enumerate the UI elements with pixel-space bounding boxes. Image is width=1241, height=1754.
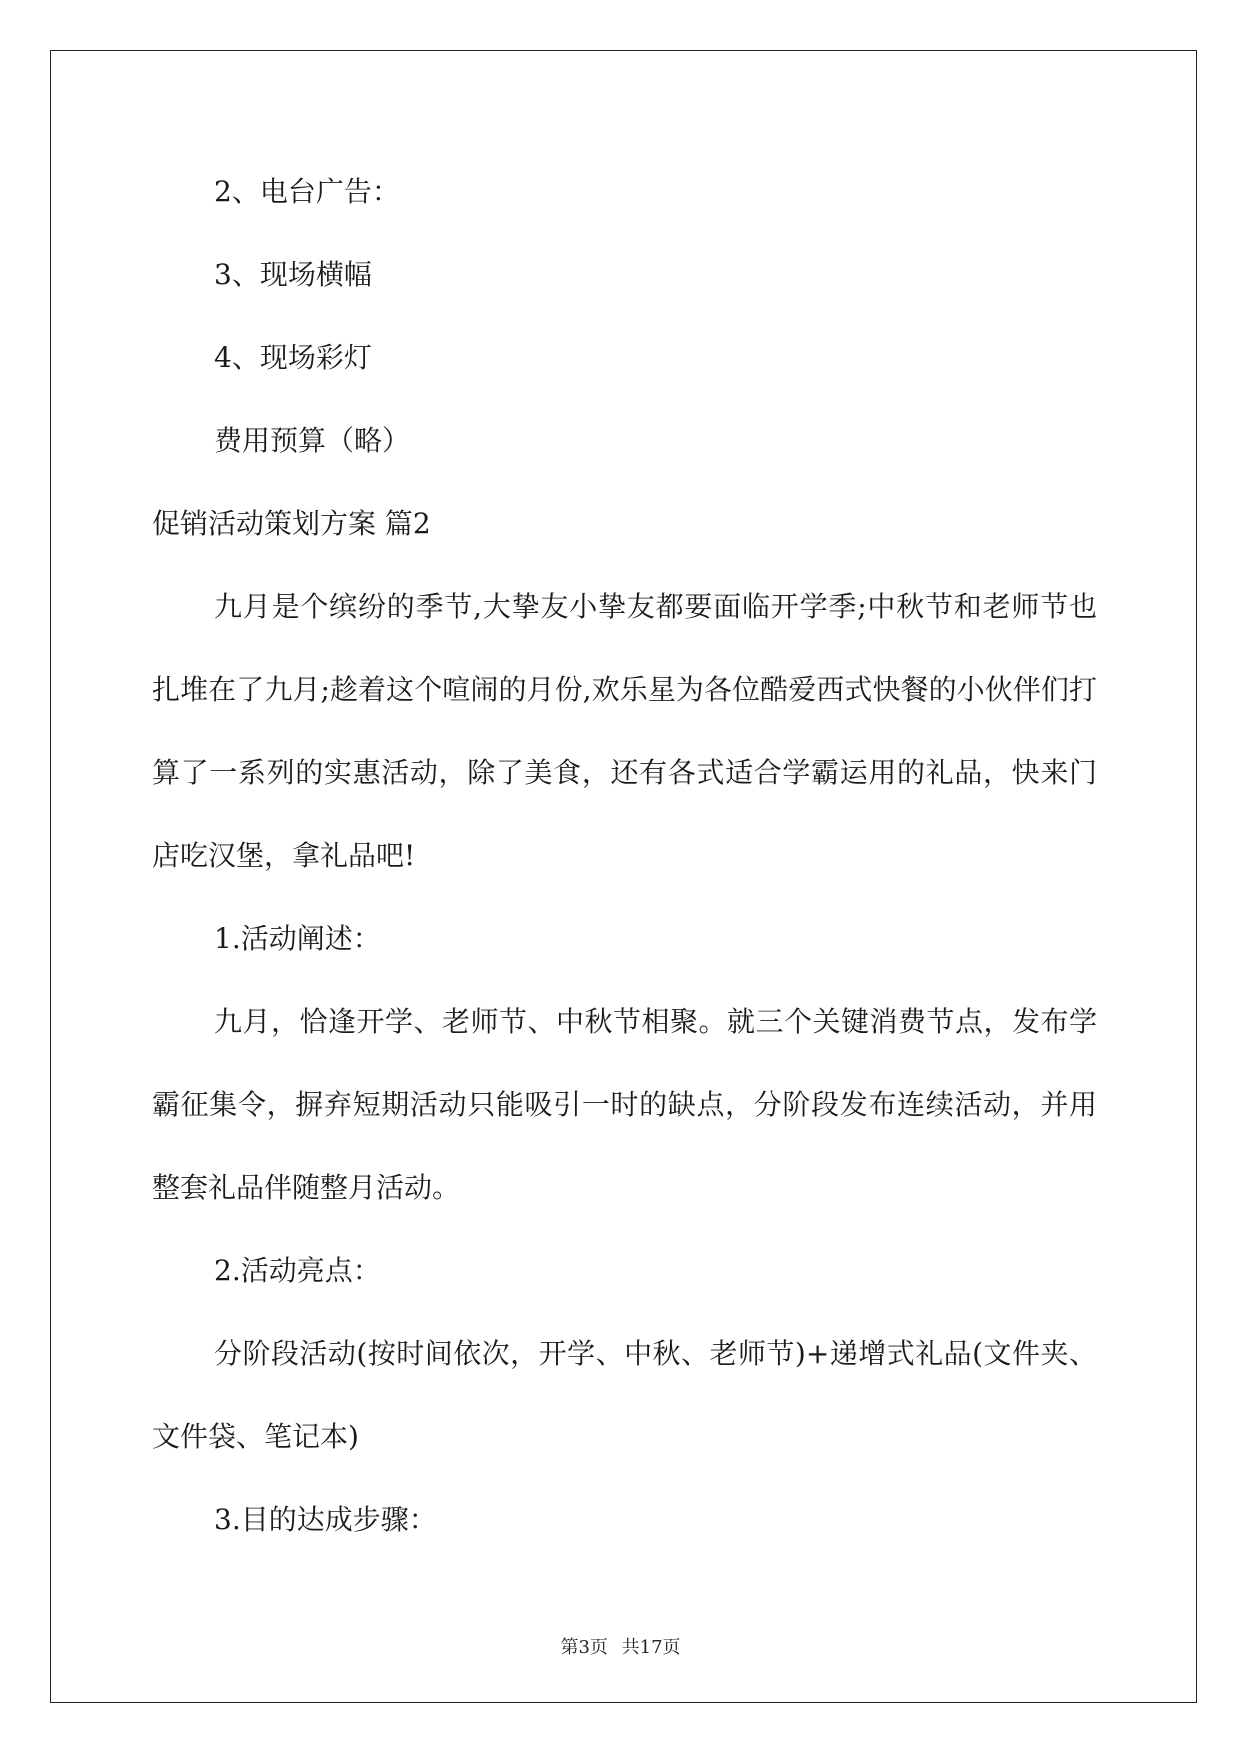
- paragraph-s2-body: 分阶段活动(按时间依次，开学、中秋、老师节)+递增式礼品(文件夹、文件袋、笔记本): [152, 1337, 1097, 1453]
- page-total: 共17页: [621, 1637, 681, 1658]
- page-number: 第3页: [560, 1637, 608, 1658]
- paragraph-s2-title: 2.活动亮点：: [214, 1254, 381, 1287]
- paragraph-s1-body: 九月，恰逢开学、老师节、中秋节相聚。就三个关键消费节点，发布学霸征集令，摒弃短期活动只能吸引一时的缺点，分阶段发布连续活动，并用整套礼品伴随整月活动。: [152, 1005, 1097, 1204]
- paragraph-intro: 九月是个缤纷的季节,大挚友小挚友都要面临开学季;中秋节和老师节也扎堆在了九月;趁着这个喧闹的月份,欢乐星为各位酷爱西式快餐的小伙伴们打算了一系列的实惠活动，除了美食，还有各式适合学霸运用的礼品，快来门店吃汉堡，拿礼品吧!: [152, 590, 1097, 872]
- page-footer: [0, 1633, 1241, 1659]
- paragraph-budget: 费用预算（略）: [214, 424, 411, 457]
- paragraph-item-3: 3、现场横幅: [214, 258, 372, 291]
- section-heading: 促销活动策划方案 篇2: [152, 507, 431, 540]
- paragraph-item-4: 4、现场彩灯: [214, 341, 372, 374]
- paragraph-s3-title: 3.目的达成步骤：: [214, 1503, 437, 1536]
- paragraph-s1-title: 1.活动阐述：: [214, 922, 381, 955]
- document-body: [152, 150, 1097, 1561]
- paragraph-item-2: 2、电台广告：: [214, 175, 400, 208]
